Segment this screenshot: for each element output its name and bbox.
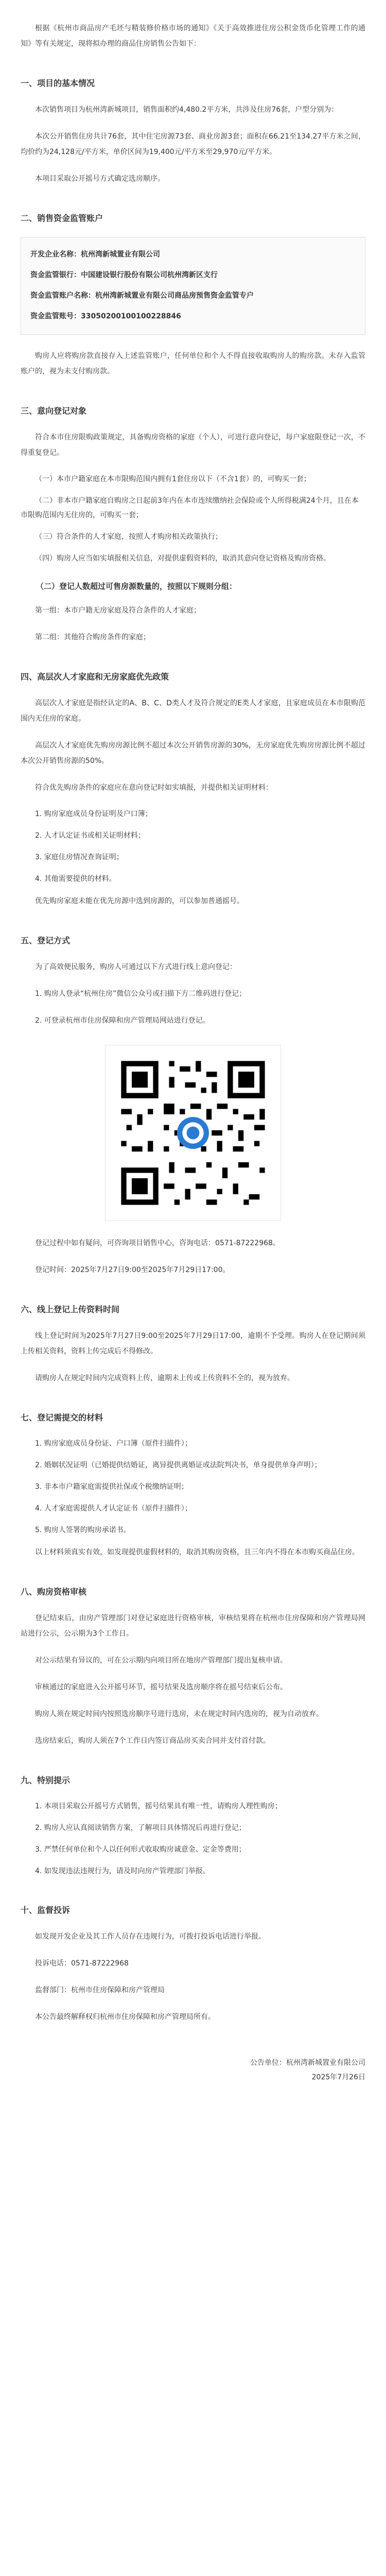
s7-p1: 1. 购房家庭成员身份证、户口簿（原件扫描件）； [35, 1439, 192, 1448]
s4-p3: 符合优先购房条件的家庭应在意向登记时如实填报，并提供相关证明材料： [35, 784, 273, 792]
section-8-title: 八、购房资格审核 [21, 1587, 87, 1597]
s4-p2: 高层次人才家庭优先购房房源比例不超过本次公开销售房源的30%，无房家庭优先购房房源比例不超过本次公开销售房源的50%。 [21, 741, 365, 765]
s5-p1: 为了高效便民服务，购房人可通过以下方式进行线上意向登记： [35, 963, 237, 971]
s7-p2: 2. 婚姻状况证明（已婚提供结婚证，离异提供离婚证或法院判决书，单身提供单身声明）； [35, 1461, 322, 1469]
box-line-2: 资金监管银行：中国建设银行股份有限公司杭州湾新区支行 [30, 271, 218, 279]
signature-org: 公告单位：杭州湾新城置业有限公司 [250, 2059, 365, 2067]
s3-l2: （二）非本市户籍家庭自购房之日起前3年内在本市连续缴纳社会保险或个人所得税满24个月，且在本市限购范围内无住房的，可购买一套； [21, 497, 359, 519]
s4-list-1: 1. 购房家庭成员身份证明及户口簿； [35, 810, 152, 818]
section-7-title: 七、登记需提交的材料 [21, 1413, 103, 1422]
s3-p1: 符合本市住房限购政策规定，具备购房资格的家庭（个人），可进行意向登记，每户家庭限登记一次，不得重复登记。 [21, 433, 365, 457]
s9-p3: 3. 严禁任何单位和个人以任何形式收取购房诚意金、定金等费用； [35, 1845, 246, 1854]
s1-p2: 本次公开销售住房共计76套，其中住宅房源73套、商业房源3套；面积在66.21至134.27平方米之间，均价约为24,128元/平方米，单价区间为19,400元/平方米至29,970元/平方米。 [21, 132, 365, 156]
s8-p5: 选房结束后，购房人须在7个工作日内签订商品房买卖合同并支付首付款。 [35, 1737, 270, 1745]
s6-p1: 线上登记时间为2025年7月27日9:00至2025年7月29日17:00，逾期不予受理。购房人在登记期间须上传相关资料，资料上传完成后不得修改。 [21, 1332, 365, 1355]
s3-l1: （一）本市户籍家庭在本市限购范围内拥有1套住房以下（不含1套）的，可购买一套； [35, 475, 311, 483]
s6-p2: 请购房人在规定时间内完成资料上传，逾期未上传或上传资料不全的，视为放弃。 [35, 1374, 294, 1382]
s2-p1: 购房人应将购房款直接存入上述监管账户，任何单位和个人不得直接收取购房人的购房款。未存入监管账户的，视为未支付购房款。 [21, 352, 365, 376]
s4-list-2: 2. 人才认定证书或相关证明材料； [35, 832, 145, 840]
s8-p4: 购房人须在规定时间内按照选房顺序号进行选房，未在规定时间内选房的，视为自动放弃。 [35, 1710, 323, 1718]
section-9-title: 九、特别提示 [21, 1775, 71, 1785]
s10-p1: 如发现开发企业及其工作人员存在违规行为，可拨打投诉电话进行举报。 [35, 1933, 266, 1941]
s4-list-4: 4. 其他需要提供的材料。 [35, 875, 116, 883]
section-2-title: 二、销售资金监管账户 [21, 213, 103, 223]
s1-p3: 本项目采取公开摇号方式确定选房顺序。 [35, 175, 165, 183]
s9-p4: 4. 如发现违法违规行为，请及时向房产管理部门举报。 [35, 1867, 210, 1875]
s10-p2: 投诉电话：0571-87222968 [35, 1959, 129, 1968]
signature-block [21, 2056, 365, 2084]
s3-p3: 第二组：其他符合购房条件的家庭； [35, 633, 150, 641]
s3-p2: 第一组：本市户籍无房家庭及符合条件的人才家庭； [35, 606, 201, 615]
qr-icon [116, 1056, 270, 1210]
s3-l4: （四）购房人应当如实填报相关信息，对提供虚假资料的，取消其意向登记资格及购房资格。 [35, 554, 330, 563]
section-5-title: 五、登记方式 [21, 936, 71, 945]
s5-p3: 2. 可登录杭州市住房保障和房产管理局网站进行登记。 [35, 1016, 210, 1025]
qr-container [21, 1045, 365, 1221]
s9-p1: 1. 本项目采取公开摇号方式销售，摇号结果具有唯一性，请购房人理性购房； [35, 1802, 282, 1810]
s5-p5: 登记时间：2025年7月27日9:00至2025年7月29日17:00。 [35, 1266, 230, 1274]
s3-sub-title: （二）登记人数超过可售房源数量的，按照以下规则分组： [36, 582, 237, 591]
s8-p2: 对公示结果有异议的，可在公示期内向项目所在地房产管理部门提出复核申请。 [35, 1656, 287, 1665]
section-3-title: 三、意向登记对象 [21, 406, 87, 416]
s10-p4: 本公告最终解释权归杭州市住房保障和房产管理局所有。 [35, 2013, 215, 2021]
section-6-title: 六、线上登记上传资料时间 [21, 1304, 120, 1314]
s7-p3: 3. 非本市户籍家庭需提供社保或个税缴纳证明； [35, 1483, 188, 1491]
intro-paragraph: 根据《杭州市商品房产毛坯与精装修价格市场的通知》《关于高效推进住房公积金货币化管理工作的通知》等有关规定，现将拟办理的商品住房销售公告如下： [21, 24, 365, 48]
s5-p4: 登记过程中如有疑问，可咨询项目销售中心，咨询电话：0571-87222968。 [35, 1239, 280, 1247]
s7-p6: 以上材料须真实有效，如发现提供虚假材料的，取消其购房资格，且三年内不得在本市购买商品住房。 [35, 1548, 359, 1556]
section-4-title: 四、高层次人才家庭和无房家庭优先政策 [21, 672, 169, 682]
s7-p4: 4. 人才家庭需提供人才认定证书（原件扫描件）； [35, 1504, 192, 1513]
s3-l3: （三）符合条件的人才家庭，按照人才购房相关政策执行； [35, 533, 222, 541]
box-line-4: 资金监管账号：33050200100100228846 [30, 312, 181, 320]
s4-list-3: 3. 家庭住房情况查询证明； [35, 853, 124, 861]
box-line-3: 资金监管账户名称：杭州湾新城置业有限公司商品房预售资金监管专户 [30, 292, 254, 300]
signature-date: 2025年7月26日 [311, 2073, 365, 2081]
s7-p5: 5. 购房人签署的购房承诺书。 [35, 1526, 131, 1534]
qr-code[interactable] [105, 1045, 281, 1221]
s4-p1: 高层次人才家庭是指经认定的A、B、C、D类人才及符合规定的E类人才家庭，且家庭成员在本市限购范围内无住房的家庭。 [21, 699, 365, 723]
s5-p2: 1. 购房人登录“杭州住房”微信公众号或扫描下方二维码进行登记； [35, 990, 247, 998]
box-line-1: 开发企业名称：杭州湾新城置业有限公司 [30, 250, 160, 259]
s8-p3: 审核通过的家庭进入公开摇号环节，摇号结果及选房顺序将在摇号结束后公布。 [35, 1683, 287, 1691]
section-1-title: 一、项目的基本情况 [21, 78, 95, 88]
s1-p1: 本次销售项目为杭州湾新城项目，销售面积约4,480.2平方米，共涉及住房76套，户型分别为： [35, 106, 339, 114]
section-10-title: 十、监督投诉 [21, 1905, 71, 1915]
s10-p3: 监督部门：杭州市住房保障和房产管理局 [35, 1986, 165, 1994]
s9-p2: 2. 购房人应认真阅读销售方案，了解项目具体情况后再进行登记； [35, 1824, 246, 1832]
escrow-account-box [21, 237, 365, 335]
s8-p1: 登记结束后，由房产管理部门对登记家庭进行资格审核，审核结果将在杭州市住房保障和房产管理局网站进行公示，公示期为3个工作日。 [21, 1614, 365, 1638]
s4-p4: 优先购房家庭未能在优先房源中选到房源的，可以参加普通摇号。 [35, 897, 244, 905]
